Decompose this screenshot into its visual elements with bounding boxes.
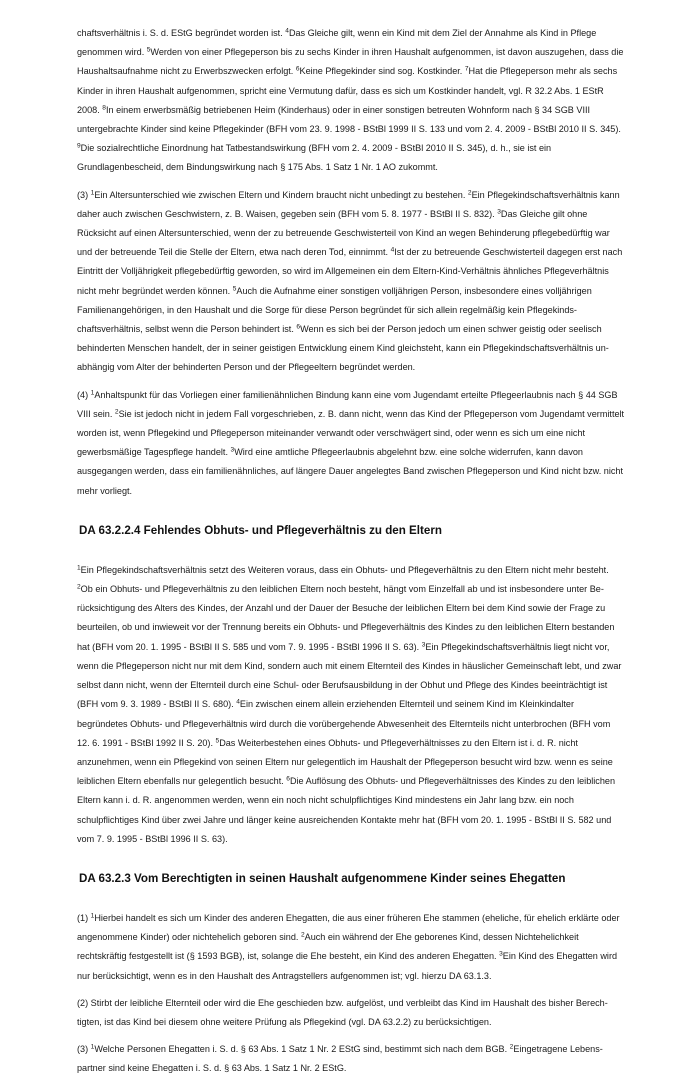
sentence-number: 5	[146, 46, 151, 54]
paragraph-1-ehegatten	[77, 909, 625, 986]
section-heading-63-2-3: DA 63.2.3 Vom Berechtigten in seinen Haushalt aufgenommene Kinder seines Ehegatten	[79, 871, 566, 885]
sentence: Werden von einer Pflegeperson bis zu sechs Kinder in ihren Haushalt aufgenommen, ist davon auszugehen, dass die Haushaltsaufnahme nicht zu Erwerbszwecken erfolgt.	[77, 47, 624, 77]
sentence-number: 1	[77, 564, 81, 572]
paragraph-3	[77, 186, 625, 378]
sentence: Ein Kind des Ehegatten wird nur berücksichtigt, wenn es in den Haushalt des Antragstellers aufgenommen ist; vgl. hierzu DA 63.1.3.	[77, 951, 618, 981]
paragraph-3-ehegatten	[77, 1040, 625, 1078]
sentence: Eingetragene Lebenspartner sind keine Ehegatten i. S. d. § 63 Abs. 1 Satz 1 Nr. 2 EStG.	[77, 1044, 603, 1074]
sentence-number: 3	[230, 446, 235, 454]
sentence: Auch die Aufnahme einer sonstigen volljährigen Person, insbesondere eines volljährigen Familienangehörigen, in den Haushalt und die Sorge für diese Person begründet für sich allein regelmäßig kein Pflegekindschaftsverhältnis, selbst wenn die Person behindert ist.	[77, 285, 592, 335]
sentence-number: 4	[390, 246, 395, 254]
paragraph-number: (4)	[77, 389, 91, 400]
sentence: Wenn es sich bei der Person jedoch um einen schwer geistig oder seelisch behinderten Menschen handelt, der in seiner geistigen Entwicklung einem Kind gleichsteht, kann ein Pflegekindschaftsverhältnis unabhängig vom Alter der behinderten Person und der Pflegeeltern begründet werden.	[77, 324, 609, 373]
sentence-number: 6	[296, 323, 301, 331]
sentence: Das Weiterbestehen eines Obhuts- und Pflegeverhältnisses zu den Eltern ist i. d. R. nicht anzunehmen, wenn ein Pflegekind von seinen Eltern nur gelegentlich im Haushalt der Pflegeperson besucht wird bzw. wenn es seine leiblichen Eltern ebenfalls nur gelegentlich besucht.	[77, 737, 613, 787]
sentence: Ist der zu betreuende Geschwisterteil dagegen erst nach Eintritt der Volljährigkeit pflegebedürftig geworden, so wird im Allgemeinen ein dem Eltern-Kind-Verhältnis ähnliches Pflegeverhältnis nicht mehr begründet werden können.	[77, 247, 623, 296]
sentence-number: 7	[464, 65, 469, 73]
sentence-number: 1	[90, 189, 95, 197]
sentence-number: 2	[509, 1043, 514, 1051]
sentence-number: 5	[232, 285, 237, 293]
paragraph-2-ehegatten: (2) Stirbt der leibliche Elternteil oder wird die Ehe geschieden bzw. aufgelöst, und verbleibt das Kind im Haushalt des bisher Berechtigten, ist das Kind bei diesem ohne weitere Prüfung als Pflegekind (vgl. DA 63.2.2) zu berücksichtigen.	[77, 997, 608, 1027]
sentence-number: 4	[236, 698, 240, 706]
sentence-number: 1	[90, 1043, 95, 1051]
section-heading-63-2-2-4: DA 63.2.2.4 Fehlendes Obhuts- und Pflegeverhältnis zu den Eltern	[79, 523, 442, 537]
paragraph-number: (3)	[77, 189, 91, 200]
sentence: Wird eine amtliche Pflegeerlaubnis abgelehnt bzw. eine solche widerrufen, kann davon ausgegangen werden, dass ein familienähnliches, auf längere Dauer angelegtes Band zwischen Pflegeperson und Kind nicht bzw. nicht mehr vorliegt.	[77, 447, 623, 496]
sentence-number: 1	[90, 912, 95, 920]
sentence: chaftsverhältnis i. S. d. EStG begründet worden ist.	[77, 28, 286, 38]
paragraph-obhut	[77, 561, 625, 849]
sentence: Die Auflösung des Obhuts- und Pflegeverhältnisses des Kindes zu den leiblichen Eltern kann i. d. R. angenommen werden, wenn ein noch nicht schulpflichtiges Kind mindestens ein Jahr lang bzw. ein noch schulpflichtiges Kind über zwei Jahre und länger keine ausreichenden Kontakte mehr hat (BFH vom 20. 1. 1995 - BStBl II S. 582 und vom 7. 9. 1995 - BStBl 1996 II S. 63).	[77, 776, 616, 844]
sentence: Ein zwischen einem allein erziehenden Elternteil und seinem Kind im Kleinkindalter begründetes Obhuts- und Pflegeverhältnis wird durch die vorübergehende Abwesenheit des Elternteils nicht unterbrochen (BFH vom 12. 6. 1991 - BStBl 1992 II S. 20).	[77, 699, 611, 748]
document-page	[77, 24, 625, 1079]
sentence: Keine Pflegekinder sind sog. Kostkinder.	[299, 66, 465, 77]
sentence: Welche Personen Ehegatten i. S. d. § 63 Abs. 1 Satz 1 Nr. 2 EStG sind, bestimmt sich nach dem BGB.	[94, 1044, 510, 1055]
sentence: Das Gleiche gilt ohne Rücksicht auf einen Altersunterschied, wenn der zu betreuende Geschwisterteil von Kind an wegen Behinderung pflegebedürftig war und der betreuende Teil die Stelle der Eltern, etwa nach deren Tod, einnimmt.	[77, 208, 610, 258]
sentence-number: 4	[285, 27, 289, 35]
sentence: In einem erwerbsmäßig betriebenen Heim (Kinderhaus) oder in einer sonstigen betreuten Wohnform nach § 34 SGB VIII untergebrachte Kinder sind keine Pflegekinder (BFH vom 23. 9. 1998 - BStBl 1999 II S. 133 und vom 2. 4. 2009 - BStBl 2010 II S. 345).	[77, 104, 621, 135]
sentence-number: 3	[499, 950, 503, 958]
sentence-number: 3	[421, 641, 426, 649]
sentence: Hat die Pflegeperson mehr als sechs Kinder in ihren Haushalt aufgenommen, spricht eine Vermutung dafür, dass es sich um Kostkinder handelt, vgl. R 32.2 Abs. 1 EStR 2008.	[77, 66, 618, 115]
sentence-number: 9	[77, 142, 81, 150]
paragraph-continuation	[77, 24, 625, 178]
sentence: Ein Pflegekindschaftsverhältnis kann daher auch zwischen Geschwistern, z. B. Waisen, gegeben sein (BFH vom 5. 8. 1977 - BStBl II S. 832).	[77, 189, 620, 219]
sentence: Ein Pflegekindschaftsverhältnis liegt nicht vor, wenn die Pflegeperson nicht nur mit dem Kind, sondern auch mit einem Elternteil des Kindes in häuslicher Gemeinschaft lebt, und zwar selbst dann nicht, wenn der Elternteil durch eine Schul- oder Berufsausbildung in der Obhut und Pflege des Kindes beeinträchtigt ist (BFH vom 9. 3. 1989 - BStBl II S. 680).	[77, 641, 622, 710]
sentence-number: 6	[295, 65, 300, 73]
sentence-number: 6	[286, 775, 290, 783]
sentence: Das Gleiche gilt, wenn ein Kind mit dem Ziel der Annahme als Kind in Pflege genommen wird.	[77, 28, 597, 58]
sentence: Ob ein Obhuts- und Pflegeverhältnis zu den leiblichen Eltern noch besteht, hängt vom Einzelfall ab und ist insbesondere unter Berücksichtigung des Alters des Kindes, der Anzahl und der Dauer der Besuche der leiblichen Eltern bei dem Kind sowie der Frage zu beurteilen, ob und inwieweit vor der Trennung bereits ein Obhuts- und Pflegeverhältnis des Kindes zu den leiblichen Eltern bestanden hat (BFH vom 20. 1. 1995 - BStBl II S. 585 und vom 7. 9. 1995 - BStBl 1996 II S. 63).	[77, 584, 615, 652]
sentence: Die sozialrechtliche Einordnung hat Tatbestandswirkung (BFH vom 2. 4. 2009 - BStBl 2010 II S. 345), d. h., sie ist ein Grundlagenbescheid, dem Bindungswirkung nach § 175 Abs. 1 Satz 1 Nr. 1 AO zukommt.	[77, 143, 552, 173]
sentence: Hierbei handelt es sich um Kinder des anderen Ehegatten, die aus einer früheren Ehe stammen (eheliche, für ehelich erklärte oder angenommene Kinder) oder nichtehelich geboren sind.	[77, 912, 620, 943]
sentence-number: 2	[300, 931, 305, 939]
sentence-number: 2	[467, 189, 472, 197]
sentence: Auch ein während der Ehe geborenes Kind, dessen Nichtehelichkeit rechtskräftig festgestellt ist (§ 1593 BGB), ist, solange die Ehe besteht, ein Kind des anderen Ehegatten.	[77, 932, 579, 962]
sentence-number: 2	[77, 583, 81, 591]
sentence: Sie ist jedoch nicht in jedem Fall vorgeschrieben, z. B. dann nicht, wenn das Kind der Pflegeperson vom Jugendamt vermittelt worden ist, wenn Pflegekind und Pflegeperson miteinander verwandt oder verschwägert sind, oder wenn es sich um eine nicht gewerbsmäßige Tagespflege handelt.	[77, 408, 625, 458]
paragraph-4	[77, 386, 625, 501]
paragraph-number: (3)	[77, 1044, 91, 1055]
sentence: Ein Altersunterschied wie zwischen Eltern und Kindern braucht nicht unbedingt zu bestehen.	[94, 189, 468, 200]
paragraph-number: (1)	[77, 912, 91, 923]
sentence: Ein Pflegekindschaftsverhältnis setzt des Weiteren voraus, dass ein Obhuts- und Pflegeverhältnis zu den Eltern nicht mehr besteht.	[80, 564, 609, 575]
sentence-number: 8	[102, 104, 106, 112]
sentence-number: 5	[215, 737, 220, 745]
sentence-number: 1	[90, 389, 95, 397]
sentence-number: 2	[114, 408, 119, 416]
sentence: Anhaltspunkt für das Vorliegen einer familienähnlichen Bindung kann eine vom Jugendamt erteilte Pflegeerlaubnis nach § 44 SGB VIII sein.	[77, 389, 618, 419]
sentence-number: 3	[497, 208, 501, 216]
